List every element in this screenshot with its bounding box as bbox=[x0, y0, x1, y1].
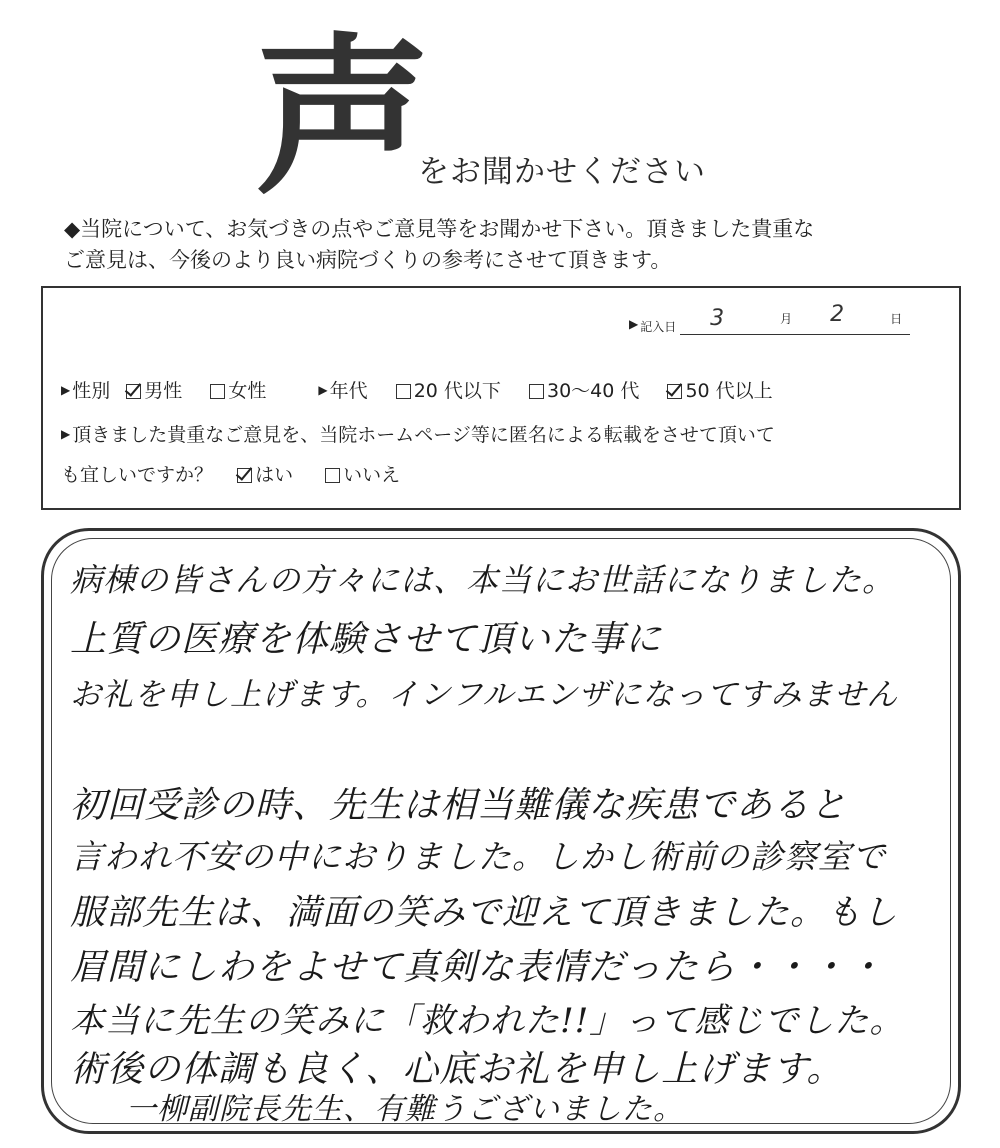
age-option-20s[interactable]: 20 代以下 bbox=[396, 380, 501, 402]
comment-line: 上質の医療を体験させて頂いた事に bbox=[70, 619, 663, 660]
date-month-unit: 月 bbox=[780, 312, 793, 326]
checkbox-icon[interactable] bbox=[396, 384, 411, 399]
date-month-value: 3 bbox=[710, 306, 725, 331]
comment-line: 言われ不安の中におりました。しかし術前の診察室で bbox=[70, 837, 886, 876]
consent-question-line-1: ▶ 頂きました貴重なご意見を、当院ホームページ等に匿名による転載をさせて頂いて bbox=[61, 424, 775, 446]
intro-line-1: ◆当院について、お気づきの点やご意見等をお聞かせ下さい。頂きました貴重な bbox=[64, 217, 815, 241]
gender-age-row bbox=[61, 376, 773, 403]
comment-line: 眉間にしわをよせて真剣な表情だったら・・・・ bbox=[70, 947, 885, 988]
checkbox-checked-icon[interactable] bbox=[126, 384, 141, 399]
triangle-bullet-icon: ▶ bbox=[318, 383, 328, 397]
date-underline[interactable] bbox=[680, 302, 910, 335]
comment-box[interactable] bbox=[41, 528, 961, 1134]
checkbox-icon[interactable] bbox=[210, 384, 225, 399]
consent-row bbox=[61, 460, 400, 487]
date-day-unit: 日 bbox=[890, 312, 903, 326]
title-voice-character: 声 bbox=[255, 17, 430, 218]
comment-line: 服部先生は、満面の笑みで迎えて頂きました。もし bbox=[70, 893, 899, 933]
date-label: 記入日 bbox=[640, 320, 677, 334]
gender-label: 性別 bbox=[72, 380, 111, 402]
survey-form bbox=[41, 286, 961, 510]
checkbox-checked-icon[interactable] bbox=[667, 384, 682, 399]
title-subtitle: をお聞かせください bbox=[418, 154, 706, 190]
gender-option-female[interactable]: 女性 bbox=[210, 380, 266, 402]
comment-line: 一柳副院長先生、有難うございました。 bbox=[126, 1092, 684, 1127]
triangle-bullet-icon: ▶ bbox=[61, 383, 71, 397]
intro-line-2: ご意見は、今後のより良い病院づくりの参考にさせて頂きます。 bbox=[64, 248, 672, 272]
comment-line: お礼を申し上げます。インフルエンザになってすみません bbox=[70, 677, 899, 713]
age-option-50s-plus[interactable]: 50 代以上 bbox=[667, 380, 772, 402]
checkbox-icon[interactable] bbox=[325, 468, 340, 483]
gender-option-male[interactable]: 男性 bbox=[126, 380, 182, 402]
age-option-30-40s[interactable]: 30～40 代 bbox=[529, 380, 639, 402]
comment-line: 術後の体調も良く、心底お礼を申し上げます。 bbox=[70, 1049, 844, 1090]
triangle-bullet-icon: ▶ bbox=[629, 317, 639, 331]
comment-line: 本当に先生の笑みに「救われた!!」って感じでした。 bbox=[70, 1001, 905, 1041]
consent-question-line-2: も宜しいですか？ bbox=[61, 464, 214, 486]
consent-option-no[interactable]: いいえ bbox=[325, 464, 400, 486]
comment-line: 初回受診の時、先生は相当難儀な疾患であると bbox=[70, 785, 848, 826]
date-field bbox=[629, 302, 949, 335]
checkbox-icon[interactable] bbox=[529, 384, 544, 399]
age-label: 年代 bbox=[329, 380, 368, 402]
consent-option-yes[interactable]: はい bbox=[237, 464, 293, 486]
triangle-bullet-icon: ▶ bbox=[61, 427, 71, 441]
checkbox-checked-icon[interactable] bbox=[237, 468, 252, 483]
date-day-value: 2 bbox=[830, 302, 845, 327]
intro-text bbox=[64, 214, 964, 276]
comment-line: 病棟の皆さんの方々には、本当にお世話になりました。 bbox=[70, 561, 896, 599]
